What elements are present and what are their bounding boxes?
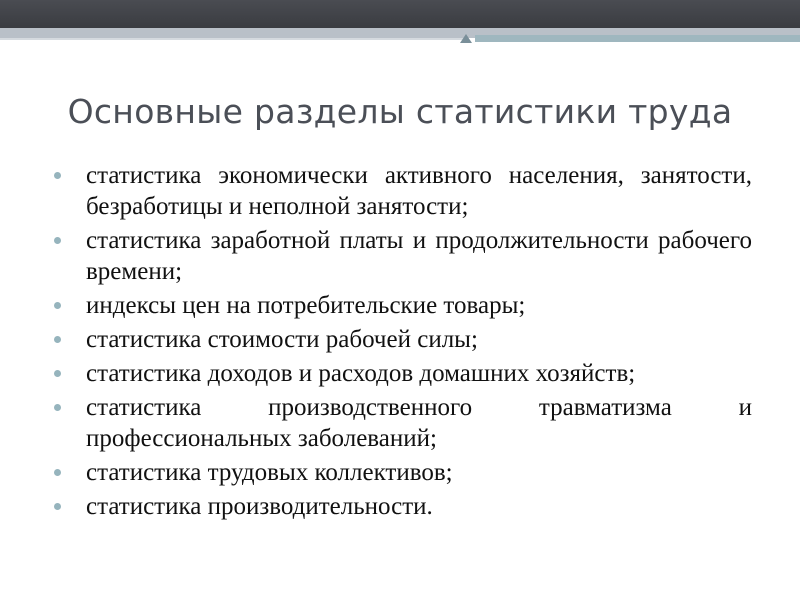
list-item bbox=[52, 491, 752, 522]
bullet-icon bbox=[54, 302, 61, 309]
list-item-text: индексы цен на потребительские товары; bbox=[86, 292, 526, 319]
bullet-icon bbox=[54, 404, 61, 411]
list-item bbox=[52, 324, 752, 355]
list-item-text: статистика производительности. bbox=[86, 493, 433, 520]
list-item-text: статистика экономически активного населения, занятости, безработицы и неполной занятости; bbox=[86, 162, 752, 220]
list-item-text: статистика доходов и расходов домашних хозяйств; bbox=[86, 360, 636, 387]
list-item bbox=[52, 290, 752, 321]
list-item bbox=[52, 392, 752, 454]
bullet-icon bbox=[54, 370, 61, 377]
bullet-icon bbox=[54, 503, 61, 510]
list-item-text: статистика заработной платы и продолжительности рабочего времени; bbox=[86, 227, 752, 285]
header-accent-band bbox=[475, 35, 800, 42]
triangle-marker-icon bbox=[460, 34, 472, 43]
header-divider bbox=[0, 38, 468, 40]
list-item bbox=[52, 358, 752, 389]
list-item-text: статистика производственного травматизма и профессиональных заболеваний; bbox=[86, 394, 752, 452]
list-item bbox=[52, 225, 752, 287]
bullet-icon bbox=[54, 172, 61, 179]
bullet-list bbox=[52, 160, 752, 525]
list-item-text: статистика трудовых коллективов; bbox=[86, 459, 453, 486]
list-item bbox=[52, 160, 752, 222]
bullet-icon bbox=[54, 469, 61, 476]
list-item-text: статистика стоимости рабочей силы; bbox=[86, 326, 478, 353]
slide-title: Основные разделы статистики труда bbox=[67, 92, 733, 131]
header-band-dark bbox=[0, 0, 800, 28]
list-item bbox=[52, 457, 752, 488]
bullet-icon bbox=[54, 237, 61, 244]
bullet-icon bbox=[54, 336, 61, 343]
